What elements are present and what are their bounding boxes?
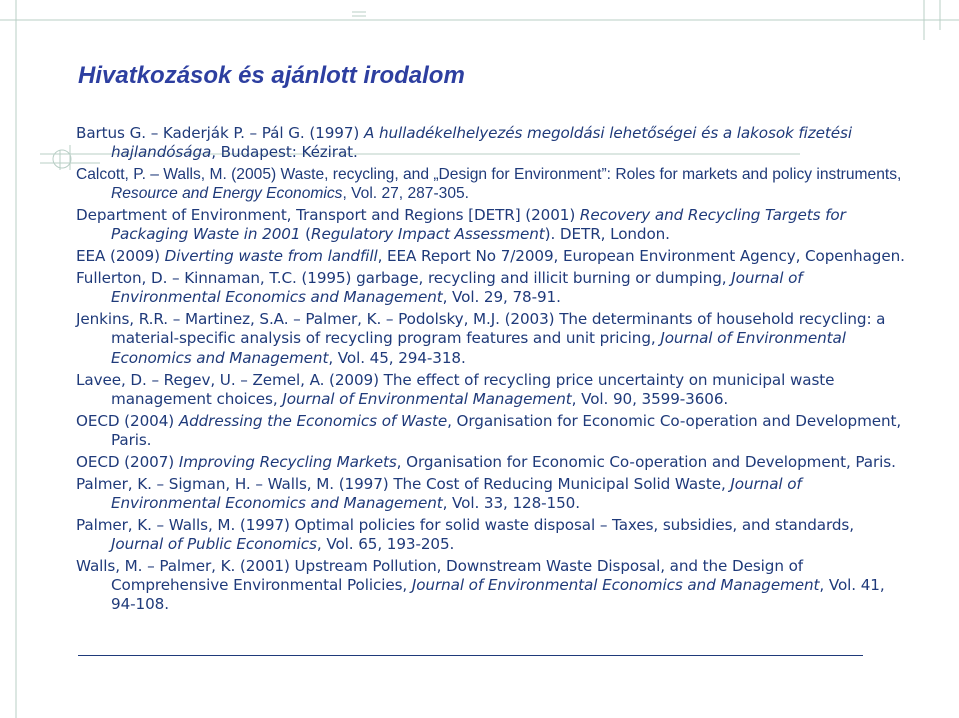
reference-text-segment: Bartus G. – Kaderják P. – Pál G. (1997) bbox=[76, 124, 364, 142]
reference-italic-segment: Recovery and Recycling Targets for Packaging Waste in 2001 bbox=[111, 206, 846, 244]
reference-item bbox=[76, 412, 906, 450]
reference-item bbox=[76, 310, 906, 368]
reference-item bbox=[76, 165, 906, 203]
reference-text-segment: , Organisation for Economic Co-operation and Development, Paris. bbox=[111, 411, 902, 449]
reference-italic-segment: Improving Recycling Markets bbox=[178, 452, 397, 471]
reference-text-segment: , Vol. 33, 128-150. bbox=[442, 493, 580, 512]
reference-text-segment: , Vol. 29, 78-91. bbox=[442, 288, 561, 307]
reference-text-segment: Palmer, K. – Sigman, H. – Walls, M. (1997) The Cost of Reducing Municipal Solid Waste, bbox=[76, 474, 731, 493]
reference-text-segment: , Organisation for Economic Co-operation and Development, Paris. bbox=[396, 452, 896, 471]
reference-item bbox=[76, 371, 906, 409]
reference-item bbox=[76, 516, 906, 554]
reference-text-segment: , Vol. 41, 94-108. bbox=[111, 576, 885, 614]
reference-italic-segment: Regulatory Impact Assessment bbox=[311, 225, 545, 244]
reference-text-segment: Calcott, P. – Walls, M. (2005) Waste, recycling, and „Design for Environment”: Roles for markets and policy instruments, bbox=[76, 166, 902, 184]
reference-text-segment: , EEA Report No 7/2009, European Environment Agency, Copenhagen. bbox=[377, 247, 905, 266]
reference-text-segment: ( bbox=[300, 225, 311, 244]
reference-item bbox=[76, 269, 906, 307]
reference-italic-segment: Addressing the Economics of Waste bbox=[178, 411, 448, 430]
reference-text-segment: OECD (2007) bbox=[76, 452, 179, 471]
reference-text-segment: Palmer, K. – Walls, M. (1997) Optimal policies for solid waste disposal – Taxes, subsidies, and standards, bbox=[76, 515, 854, 534]
reference-italic-segment: Journal of Environmental Economics and Management bbox=[111, 269, 803, 307]
reference-text-segment: ). DETR, London. bbox=[544, 225, 670, 244]
reference-text-segment: , Budapest: Kézirat. bbox=[211, 143, 358, 162]
reference-item bbox=[76, 124, 906, 162]
reference-text-segment: EEA (2009) bbox=[76, 247, 165, 266]
reference-item bbox=[76, 453, 906, 472]
reference-italic-segment: Journal of Environmental Economics and Management bbox=[111, 329, 846, 367]
reference-italic-segment: Journal of Environmental Management bbox=[282, 389, 572, 408]
reference-text-segment: , Vol. 45, 294-318. bbox=[328, 348, 466, 367]
reference-item bbox=[76, 475, 906, 513]
reference-item bbox=[76, 206, 906, 244]
reference-italic-segment: Journal of Public Economics bbox=[111, 534, 317, 553]
reference-item bbox=[76, 247, 906, 266]
reference-text-segment: OECD (2004) bbox=[76, 411, 179, 430]
bottom-divider bbox=[78, 655, 863, 656]
reference-list bbox=[76, 124, 906, 617]
reference-text-segment: , Vol. 65, 193-205. bbox=[316, 534, 455, 553]
reference-item bbox=[76, 557, 906, 615]
reference-italic-segment: Journal of Environmental Economics and Management bbox=[111, 474, 802, 512]
reference-italic-segment: A hulladékelhelyezés megoldási lehetőségei és a lakosok fizetési hajlandósága bbox=[111, 124, 852, 162]
reference-text-segment: Jenkins, R.R. – Martinez, S.A. – Palmer, K. – Podolsky, M.J. (2003) The determinants of household recycling: a material-specific analysis of recycling program features and unit pricing, bbox=[76, 310, 886, 348]
page-title: Hivatkozások és ajánlott irodalom bbox=[78, 62, 465, 89]
reference-text-segment: Fullerton, D. – Kinnaman, T.C. (1995) garbage, recycling and illicit burning or dumping, bbox=[76, 269, 732, 288]
reference-text-segment: , Vol. 90, 3599-3606. bbox=[571, 389, 729, 408]
reference-italic-segment: Diverting waste from landfill bbox=[164, 247, 378, 266]
reference-italic-segment: Journal of Environmental Economics and Management bbox=[411, 576, 820, 595]
reference-italic-segment: Resource and Energy Economics bbox=[111, 185, 343, 203]
reference-text-segment: Lavee, D. – Regev, U. – Zemel, A. (2009) The effect of recycling price uncertainty on municipal waste management choices, bbox=[76, 370, 835, 408]
reference-text-segment: Walls, M. – Palmer, K. (2001) Upstream Pollution, Downstream Waste Disposal, and the Design of Comprehensive Environmental Policies, bbox=[76, 556, 804, 595]
reference-text-segment: , Vol. 27, 287-305. bbox=[342, 185, 470, 203]
reference-text-segment: Department of Environment, Transport and Regions [DETR] (2001) bbox=[76, 206, 580, 225]
